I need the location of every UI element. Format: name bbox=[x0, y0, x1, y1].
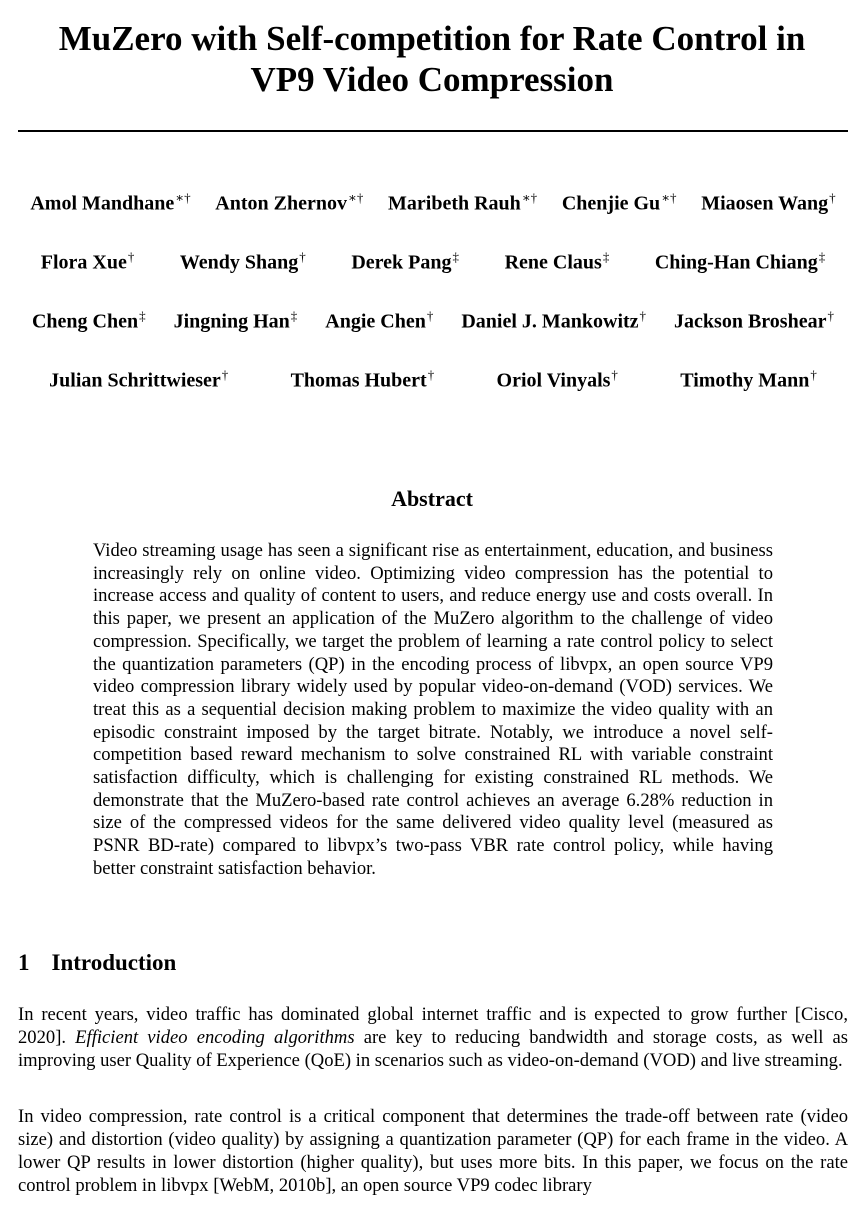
author-row-3 bbox=[18, 308, 848, 334]
author bbox=[680, 367, 817, 393]
author bbox=[505, 249, 610, 275]
author bbox=[30, 190, 190, 216]
author-name: Derek Pang bbox=[351, 251, 452, 274]
author-name: Wendy Shang bbox=[179, 251, 299, 274]
affiliation-mark: ∗† bbox=[175, 190, 191, 205]
affiliation-mark: ‡ bbox=[290, 308, 298, 323]
author-name: Amol Mandhane bbox=[30, 192, 175, 215]
section-title: Introduction bbox=[51, 950, 177, 975]
author bbox=[325, 308, 433, 334]
paper-title bbox=[0, 18, 864, 100]
abstract-text: Video streaming usage has seen a significant rise as entertainment, education, and business increasingly rely on online video. Optimizing video compression has the potential to increase access and quality of content to users, and reduce energy use and costs overall. In this paper, we present an application of the MuZero algorithm to the challenge of video compression. Specifically, we target the problem of learning a rate control policy to select the quantization parameters (QP) in the encoding process of libvpx, an open source VP9 video compression library widely used by popular video-on-demand (VOD) services. We treat this as a sequential decision making problem to maximize the video quality with an episodic constraint imposed by the target bitrate. Notably, we introduce a novel self-competition based reward mechanism to solve constrained RL with variable constraint satisfaction difficulty, which is challenging for existing constrained RL methods. We demonstrate that the MuZero-based rate control achieves an average 6.28% reduction in size of the compressed videos for the same delivered video quality level (measured as PSNR BD-rate) compared to libvpx’s two-pass VBR rate control policy, while having better constraint satisfaction behavior. bbox=[93, 540, 773, 879]
author bbox=[174, 308, 298, 334]
affiliation-mark: † bbox=[827, 308, 834, 323]
affiliation-mark: † bbox=[611, 367, 618, 382]
affiliation-mark: † bbox=[829, 190, 836, 205]
section-heading bbox=[18, 950, 176, 976]
author-row-4 bbox=[18, 367, 848, 393]
paragraph-text: are key to reducing bandwidth and storage costs, as well as improving user Quality of Experience (QoE) in scenarios such as video-on-demand (VOD) and live streaming. bbox=[18, 1027, 848, 1071]
author bbox=[291, 367, 435, 393]
author-name: Jingning Han bbox=[173, 310, 290, 333]
author-name: Anton Zhernov bbox=[215, 192, 347, 215]
affiliation-mark: † bbox=[426, 308, 434, 323]
intro-paragraph-1 bbox=[18, 1003, 848, 1072]
author bbox=[351, 249, 459, 275]
affiliation-mark: ‡ bbox=[602, 249, 610, 264]
intro-paragraph-2: In video compression, rate control is a critical component that determines the trade-off between rate (video size) and distortion (video quality) by assigning a quantization parameter (QP) for each frame in the video. A lower QP results in lower distortion (higher quality), but uses more bits. In this paper, we focus on the rate control problem in libvpx [WebM, 2010b], an open source VP9 codec library bbox=[18, 1106, 848, 1196]
author-name: Chenjie Gu bbox=[561, 192, 661, 215]
abstract-heading: Abstract bbox=[391, 486, 473, 511]
affiliation-mark: † bbox=[221, 367, 229, 382]
author bbox=[497, 367, 618, 393]
author-name: Ching-Han Chiang bbox=[654, 251, 818, 274]
author bbox=[461, 308, 646, 334]
affiliation-mark: ‡ bbox=[139, 308, 146, 323]
author-name: Thomas Hubert bbox=[290, 369, 427, 392]
author-name: Miaosen Wang bbox=[701, 192, 829, 215]
affiliation-mark: ‡ bbox=[452, 249, 460, 264]
author bbox=[180, 249, 306, 275]
author bbox=[655, 249, 825, 275]
paragraph-text: In recent years, video traffic has dominated global internet traffic and is expected to grow further [Cisco, 2020]. bbox=[18, 1004, 848, 1048]
affiliation-mark: † bbox=[639, 308, 647, 323]
emphasized-text: Efficient video encoding algorithms bbox=[75, 1027, 355, 1048]
author-name: Angie Chen bbox=[325, 310, 426, 333]
author-row-2 bbox=[18, 249, 848, 275]
author-name: Daniel J. Mankowitz bbox=[461, 310, 639, 333]
author bbox=[49, 367, 228, 393]
author-name: Oriol Vinyals bbox=[496, 369, 611, 392]
author-name: Maribeth Rauh bbox=[388, 192, 521, 215]
affiliation-mark: † bbox=[299, 249, 306, 264]
author-name: Cheng Chen bbox=[31, 310, 139, 333]
author-name: Flora Xue bbox=[40, 251, 127, 274]
author-name: Timothy Mann bbox=[680, 369, 810, 392]
author bbox=[32, 308, 146, 334]
affiliation-mark: † bbox=[427, 367, 435, 382]
author bbox=[562, 190, 677, 216]
author bbox=[674, 308, 834, 334]
title-line-2: VP9 Video Compression bbox=[250, 60, 614, 99]
author-name: Jackson Broshear bbox=[674, 310, 827, 333]
author-name: Rene Claus bbox=[504, 251, 602, 274]
section-number: 1 bbox=[18, 950, 30, 975]
author-row-1 bbox=[18, 190, 848, 216]
author bbox=[41, 249, 135, 275]
affiliation-mark: ∗† bbox=[661, 190, 677, 205]
author bbox=[388, 190, 537, 216]
affiliation-mark: ∗† bbox=[521, 190, 538, 205]
title-line-1: MuZero with Self-competition for Rate Control in bbox=[58, 19, 806, 58]
affiliation-mark: ‡ bbox=[818, 249, 826, 264]
author bbox=[215, 190, 363, 216]
affiliation-mark: † bbox=[810, 367, 817, 382]
author-name: Julian Schrittwieser bbox=[49, 369, 221, 392]
author bbox=[701, 190, 835, 216]
affiliation-mark: † bbox=[127, 249, 135, 264]
affiliation-mark: ∗† bbox=[347, 190, 364, 205]
title-divider bbox=[18, 130, 848, 132]
